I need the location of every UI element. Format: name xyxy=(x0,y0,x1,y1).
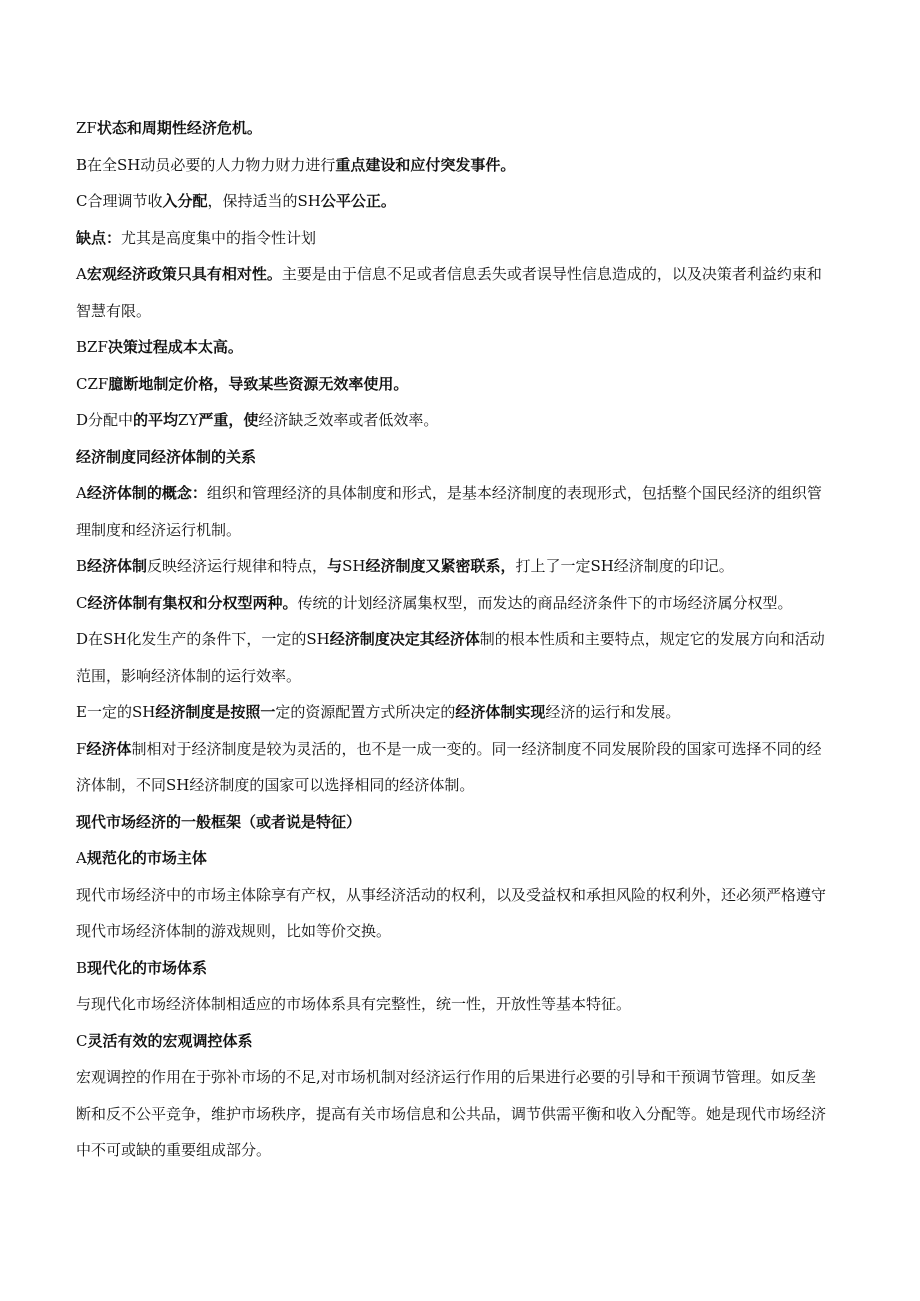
paragraph xyxy=(76,950,828,987)
text-run: 传统的计划经济属集权型，而发达的商品经济条件下的市场经济属分权型。 xyxy=(297,593,793,612)
paragraph xyxy=(76,986,828,1023)
document-body xyxy=(76,110,828,1169)
text-run: C xyxy=(76,593,88,612)
text-run: C xyxy=(76,1031,88,1050)
text-run: A xyxy=(76,484,87,502)
bold-text-run: 经济体制的概念： xyxy=(86,484,207,502)
bold-text-run: 严重，使 xyxy=(198,411,259,429)
text-run: A xyxy=(76,849,87,867)
bold-text-run: 经济制度决定其经济体 xyxy=(329,630,480,648)
paragraph xyxy=(76,731,828,804)
text-run: 制相对于经济制度是较为灵活的，也不是一成一变的。同一经济制度不同发展阶段的国家可选择不同的经济体制，不同SH经济制度的国家可以选择相同的经济体制。 xyxy=(76,739,822,794)
text-run: A xyxy=(76,265,87,283)
text-run: 现代市场经济中的市场主体除享有产权，从事经济活动的权利，以及受益权和承担风险的权利外，还必须严格遵守现代市场经济体制的游戏规则，比如等价交换。 xyxy=(76,885,827,940)
paragraph xyxy=(76,110,828,147)
bold-text-run: 与 xyxy=(327,557,343,575)
text-run: 尤其是高度集中的指令性计划 xyxy=(121,228,317,247)
paragraph xyxy=(76,402,828,439)
paragraph xyxy=(76,694,828,731)
bold-text-run: 规范化的市场主体 xyxy=(86,849,207,867)
text-run: 反映经济运行规律和特点， xyxy=(147,557,328,575)
bold-text-run: 状态和周期性经济危机。 xyxy=(96,119,262,137)
bold-text-run: 经济制度又紧密联系， xyxy=(365,557,516,575)
text-run: 经济缺乏效率或者低效率。 xyxy=(258,411,439,429)
paragraph xyxy=(76,183,828,220)
paragraph xyxy=(76,877,828,950)
text-run: CZF xyxy=(76,374,109,393)
text-run: ZF xyxy=(76,119,97,137)
paragraph xyxy=(76,439,828,476)
text-run: 打上了一定SH经济制度的印记。 xyxy=(515,557,734,575)
bold-text-run: 臆断地制定价格，导致某些资源无效率使用。 xyxy=(108,374,409,393)
paragraph xyxy=(76,475,828,548)
text-run: SH xyxy=(342,557,366,575)
text-run: B xyxy=(76,557,88,575)
bold-text-run: 经济体制实现 xyxy=(455,703,546,721)
paragraph xyxy=(76,256,828,329)
paragraph xyxy=(76,1059,828,1169)
paragraph xyxy=(76,220,828,257)
text-run: 与现代化市场经济体制相适应的市场体系具有完整性，统一性，开放性等基本特征。 xyxy=(76,995,632,1013)
text-run: 经济的运行和发展。 xyxy=(545,703,681,721)
text-run: 组织和管理经济的具体制度和形式，是基本经济制度的表现形式，包括整个国民经济的组织管理制度和经济运行机制。 xyxy=(76,484,822,539)
text-run: 宏观调控的作用在于弥补市场的不足,对市场机制对经济运行作用的后果进行必要的引导和干预调节管理。如反垄断和反不公平竞争，维护市场秩序，提高有关市场信息和公共品，调节供需平衡和收入分配等。她是现代市场经济中不可或缺的重要组成部分。 xyxy=(76,1068,827,1159)
bold-text-run: 的平均 xyxy=(133,411,179,429)
bold-text-run: 决策过程成本太高。 xyxy=(107,338,243,356)
bold-text-run: 公平公正。 xyxy=(320,192,396,210)
bold-text-run: 入分配 xyxy=(162,192,208,210)
text-run: BZF xyxy=(76,338,108,356)
text-run: B在全SH动员必要的人力物力财力进行 xyxy=(76,155,336,174)
text-run: 定的资源配置方式所决定的 xyxy=(275,703,456,721)
bold-text-run: 经济体制有集权和分权型两种。 xyxy=(87,593,298,612)
paragraph xyxy=(76,621,828,694)
paragraph xyxy=(76,366,828,403)
text-run: B xyxy=(76,958,88,977)
bold-text-run: 宏观经济政策只具有相对性。 xyxy=(86,265,282,283)
paragraph xyxy=(76,548,828,585)
bold-text-run: 经济制度是按照一 xyxy=(155,703,276,721)
text-run: D分配中 xyxy=(76,411,134,429)
text-run: D在SH化发生产的条件下，一定的SH xyxy=(76,630,330,648)
bold-text-run: 现代市场经济的一般框架（或者说是特征） xyxy=(76,812,362,831)
text-run: F xyxy=(76,739,87,758)
text-run: ZY xyxy=(178,411,199,429)
bold-text-run: 重点建设和应付突发事件。 xyxy=(335,155,516,174)
bold-text-run: 经济体制 xyxy=(87,557,148,575)
paragraph xyxy=(76,585,828,622)
text-run: E一定的SH xyxy=(76,703,156,721)
text-run: 主要是由于信息不足或者信息丢失或者误导性信息造成的，以及决策者利益约束和智慧有限。 xyxy=(76,265,822,320)
paragraph xyxy=(76,804,828,841)
paragraph xyxy=(76,840,828,877)
paragraph xyxy=(76,147,828,184)
text-run: ，保持适当的SH xyxy=(207,192,321,210)
bold-text-run: 灵活有效的宏观调控体系 xyxy=(87,1031,253,1050)
bold-text-run: 经济体 xyxy=(86,739,132,758)
bold-text-run: 现代化的市场体系 xyxy=(87,958,208,977)
paragraph xyxy=(76,329,828,366)
paragraph xyxy=(76,1023,828,1060)
text-run: 制的根本性质和主要特点，规定它的发展方向和活动范围，影响经济体制的运行效率。 xyxy=(76,630,825,685)
bold-text-run: 经济制度同经济体制的关系 xyxy=(76,447,257,466)
bold-text-run: 缺点： xyxy=(76,228,122,247)
text-run: C合理调节收 xyxy=(76,192,163,210)
